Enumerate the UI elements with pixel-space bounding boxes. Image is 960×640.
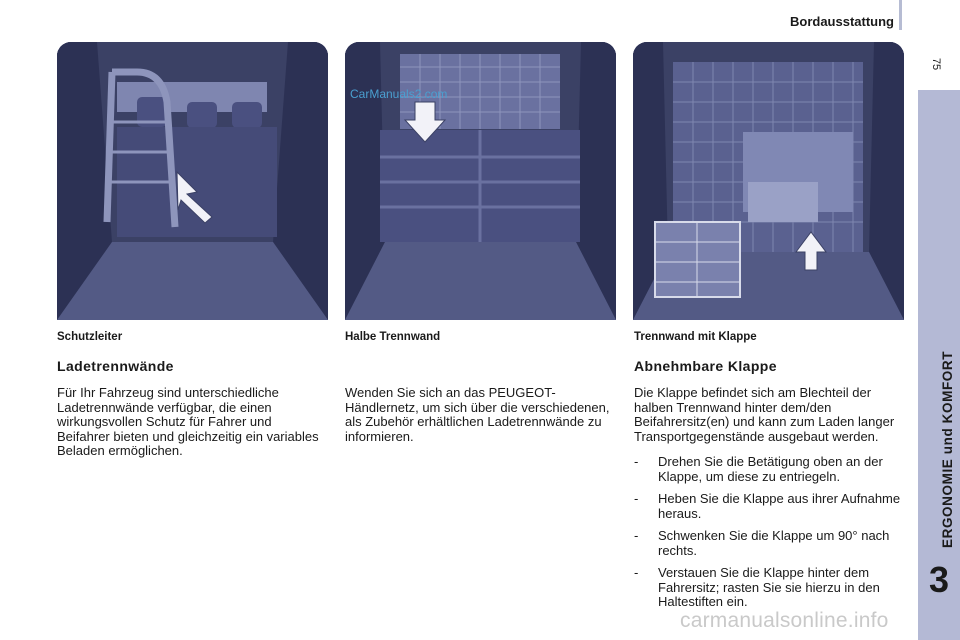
step-text: Schwenken Sie die Klappe um 90° nach rechts.: [658, 528, 890, 558]
step-text: Verstauen Sie die Klappe hinter dem Fahrersitz; rasten Sie sie hierzu in den Haltestiften ein.: [658, 565, 880, 609]
paragraph-haendlernetz: Wenden Sie sich an das PEUGEOT-Händlernetz, um sich über die verschiedenen, als Zubehör erhältlichen Ladetrennwände zu informieren.: [345, 385, 610, 444]
photo-halbe-trennwand: [345, 42, 616, 320]
photo-schutzleiter: [57, 42, 328, 320]
step-text: Heben Sie die Klappe aus ihrer Aufnahme heraus.: [658, 491, 901, 521]
paragraph-klappe-intro: Die Klappe befindet sich am Blechteil der halben Trennwand hinter dem/den Beifahrersitz(en) und kann zum Laden langer Transportgegenstände ausgebaut werden.: [634, 385, 895, 444]
list-dash: -: [634, 565, 639, 580]
page-header-title: Bordausstattung: [790, 14, 894, 29]
list-dash: -: [634, 528, 639, 543]
paragraph-ladetrennwaende: Für Ihr Fahrzeug sind unterschiedliche Ladetrennwände verfügbar, die einen wirkungsvollen Schutz für Fahrer und Beifahrer bieten und gleichzeitig ein variables Beladen ermöglichen.: [57, 385, 319, 458]
photo-trennwand-mit-klappe: [633, 42, 904, 320]
section-title-abnehmbare-klappe: Abnehmbare Klappe: [634, 358, 777, 374]
klappe-steps-list: [634, 455, 909, 618]
header-divider: [899, 0, 902, 30]
caption-halbe-trennwand: Halbe Trennwand: [345, 331, 441, 343]
section-title-ladetrennwaende: Ladetrennwände: [57, 358, 174, 374]
page-number: 75: [930, 57, 943, 71]
list-item: [634, 566, 909, 610]
list-item: [634, 492, 909, 521]
watermark-bottom: carmanualsonline.info: [680, 609, 889, 632]
step-text: Drehen Sie die Betätigung oben an der Klappe, um diese zu entriegeln.: [658, 454, 883, 484]
watermark-top: CarManuals2.com: [350, 87, 448, 101]
caption-trennwand-mit-klappe: Trennwand mit Klappe: [634, 331, 757, 343]
list-dash: -: [634, 491, 639, 506]
caption-schutzleiter: Schutzleiter: [57, 331, 123, 343]
list-dash: -: [634, 454, 639, 469]
chapter-number: 3: [928, 559, 950, 600]
list-item: [634, 529, 909, 558]
chapter-label: ERGONOMIE und KOMFORT: [940, 350, 955, 548]
list-item: [634, 455, 909, 484]
